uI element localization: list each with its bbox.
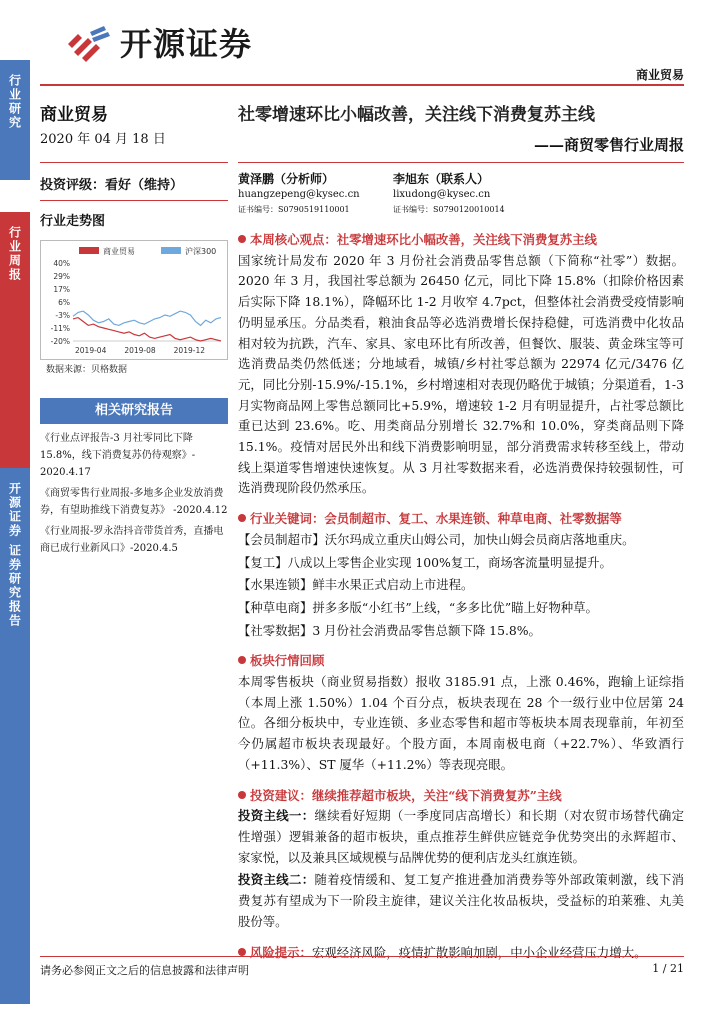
keyword-line: 【社零数据】3 月份社会消费品零售总额下降 15.8%。 xyxy=(238,622,541,638)
divider xyxy=(40,200,228,201)
legend-swatch xyxy=(79,247,99,254)
side-tag-weekly xyxy=(0,212,30,468)
related-reports-title: 相关研究报告 xyxy=(40,398,228,424)
keyword-line: 【种草电商】拼多多版“小红书”上线，“多多比优”瞄上好物种草。 xyxy=(238,599,598,615)
advice-label: 投资主线一： xyxy=(238,808,315,824)
section-heading-market xyxy=(238,651,684,672)
risk-heading: 风险提示： xyxy=(250,944,312,960)
header-divider xyxy=(40,84,684,86)
side-tag-label: 开源证券 证券研究报告 xyxy=(7,482,22,629)
section-heading-text: 行业关键词：会员制超市、复工、水果连锁、种草电商、社零数据等 xyxy=(250,511,622,527)
x-tick-label: 2019-08 xyxy=(124,346,156,355)
section-heading-text: 投资建议：继续推荐超市板块，关注“线下消费复苏”主线 xyxy=(250,787,562,803)
report-subtitle: ——商贸零售行业周报 xyxy=(533,136,684,154)
trend-chart xyxy=(40,240,228,360)
related-report-link[interactable]: 《行业周报-罗永浩抖音带货首秀，直播电商已成行业新风口》-2020.4.5 xyxy=(40,526,224,554)
bullet-icon xyxy=(238,791,246,799)
bullet-icon xyxy=(238,948,246,956)
y-tick-label: -20% xyxy=(50,337,70,346)
page-number: 1 / 21 xyxy=(652,962,684,975)
section-heading-keywords xyxy=(238,509,684,530)
legend-label: 沪深300 xyxy=(185,247,217,256)
footer-divider xyxy=(40,956,684,957)
risk-text: 宏观经济风险，疫情扩散影响加剧，中小企业经营压力增大。 xyxy=(311,944,647,960)
chart-source: 数据来源：贝格数据 xyxy=(46,365,128,375)
y-tick-label: 29% xyxy=(53,272,70,281)
legend-label: 商业贸易 xyxy=(103,247,135,256)
contact-card xyxy=(393,172,505,217)
side-strip xyxy=(0,60,30,960)
footer-disclaimer: 请务必参阅正文之后的信息披露和法律声明 xyxy=(40,964,249,977)
related-report-link[interactable]: 《行业点评报告-3 月社零同比下降 15.8%，线下消费复苏仍待观察》- 2020.4.17 xyxy=(40,433,196,478)
related-reports-list xyxy=(40,430,228,561)
analyst-cert: 证书编号：S0790519110001 xyxy=(238,205,350,214)
y-tick-label: -11% xyxy=(50,324,70,333)
series-line xyxy=(73,311,221,325)
legend-swatch xyxy=(161,247,181,254)
report-date: 2020 年 04 月 18 日 xyxy=(40,132,166,147)
y-tick-label: 17% xyxy=(53,285,70,294)
analyst-email[interactable]: huangzepeng@kysec.cn xyxy=(238,189,360,200)
kysec-logo-icon xyxy=(64,22,110,62)
side-tag-kysec-report xyxy=(0,468,30,1004)
advice-line-2 xyxy=(238,870,684,932)
report-body xyxy=(238,230,684,965)
bullet-icon xyxy=(238,235,246,243)
trend-chart-svg xyxy=(41,241,227,359)
investment-rating: 投资评级：看好（维持） xyxy=(40,178,184,193)
side-tag-label: 行业周报 xyxy=(7,226,22,282)
risk-line xyxy=(238,943,684,964)
brand-name: 开源证券 xyxy=(120,25,253,63)
contact-name: 李旭东（联系人） xyxy=(393,172,490,186)
core-paragraph: 国家统计局发布 2020 年 3 月份社会消费品零售总额（下简称“社零”）数据。2020 年 3 月，我国社零总额为 26450 亿元，同比下降 15.8%（扣除价格因素后实际下降 18.1%），降幅环比 1-2 月收窄 4.7pct，但整体社会消费受疫情影响仍明显承压。分品类看，粮油食品等必选消费增长保持稳健，可选消费中化妆品相对较为抗跌，汽车、家具、家电环比有所改善，但餐饮、服装、黄金珠宝等可选消费品类仍然低迷；分地域看，城镇/乡村社零总额为 22974 亿元/3476 亿元，同比分别-15.9%/-15.1%，乡村增速相对表现仍略优于城镇；分渠道看，1-3 月实物商品网上零售总额同比+5.9%，增速较 1-2 月有明显提升，占社零总额比重已达到 23.6%。吃、用类商品分别增长 32.7%和 10.0%，穿类商品则下降 15.1%。疫情对居民外出和线下消费影响明显，部分消费需求转移至线上，带动线上渠道零售增速快速恢复。从 3 月社零数据来看，必选消费保持较强韧性，可选消费现阶段仍然承压。 xyxy=(238,252,684,496)
side-tag-industry-research xyxy=(0,60,30,180)
market-paragraph: 本周零售板块（商业贸易指数）报收 3185.91 点，上涨 0.46%，跑输上证综指（本周上涨 1.50%）1.04 个百分点，板块表现在 28 个一级行业中位居第 24 位。各细分板块中，专业连锁、多业态零售和超市等板块本周表现靠前，年初至今仍属超市板块表现最好。个股方面，本周南极电商（+22.7%）、华致酒行（+11.3%）、ST 厦华（+11.2%）等表现亮眼。 xyxy=(238,674,684,772)
analyst-name: 黄泽鹏（分析师） xyxy=(238,172,335,186)
section-heading-core xyxy=(238,230,684,251)
advice-label: 投资主线二： xyxy=(238,872,315,888)
report-title: 社零增速环比小幅改善，关注线下消费复苏主线 xyxy=(238,105,595,125)
x-tick-label: 2019-04 xyxy=(75,346,107,355)
brand-logo xyxy=(64,20,252,64)
y-tick-label: 6% xyxy=(58,298,70,307)
header-category: 商业贸易 xyxy=(635,68,684,82)
contact-cert: 证书编号：S0790120010014 xyxy=(393,205,505,214)
section-heading-text: 板块行情回顾 xyxy=(250,653,325,669)
trend-chart-title: 行业走势图 xyxy=(40,214,106,229)
section-heading-advice xyxy=(238,786,684,807)
advice-line-1 xyxy=(238,806,684,868)
keyword-line: 【复工】八成以上零售企业实现 100%复工，商场客流量明显提升。 xyxy=(238,554,612,570)
section-heading-text: 本周核心观点：社零增速环比小幅改善，关注线下消费复苏主线 xyxy=(250,232,597,247)
related-report-link[interactable]: 《商贸零售行业周报-多地多企业发放消费券，有望助推线下消费复苏》 -2020.4.12 xyxy=(40,488,228,516)
y-tick-label: -3% xyxy=(55,311,70,320)
keyword-line: 【会员制超市】沃尔玛成立重庆山姆公司，加快山姆会员商店落地重庆。 xyxy=(238,531,635,547)
advice-text: 随着疫情缓和、复工复产推进叠加消费券等外部政策刺激，线下消费复苏有望成为下一阶段主旋律，建议关注化妆品板块，受益标的珀莱雅、丸美股份等。 xyxy=(238,872,685,929)
industry-name: 商业贸易 xyxy=(40,105,108,125)
side-tag-label: 行业研究 xyxy=(7,74,22,130)
bullet-icon xyxy=(238,656,246,664)
divider xyxy=(40,162,228,163)
x-tick-label: 2019-12 xyxy=(173,346,206,355)
keyword-line: 【水果连锁】鲜丰水果正式启动上市进程。 xyxy=(238,577,474,593)
divider xyxy=(238,162,684,163)
contact-email[interactable]: lixudong@kysec.cn xyxy=(393,189,491,200)
advice-text: 继续看好短期（一季度同店高增长）和长期（对农贸市场替代确定性增强）逻辑兼备的超市板块，重点推荐生鲜供应链竞争优势突出的永辉超市、家家悦，以及兼具区域规模与品牌优势的便利店龙头红旗连锁。 xyxy=(238,808,685,865)
bullet-icon xyxy=(238,514,246,522)
y-tick-label: 40% xyxy=(53,259,70,268)
analyst-card xyxy=(238,172,360,217)
